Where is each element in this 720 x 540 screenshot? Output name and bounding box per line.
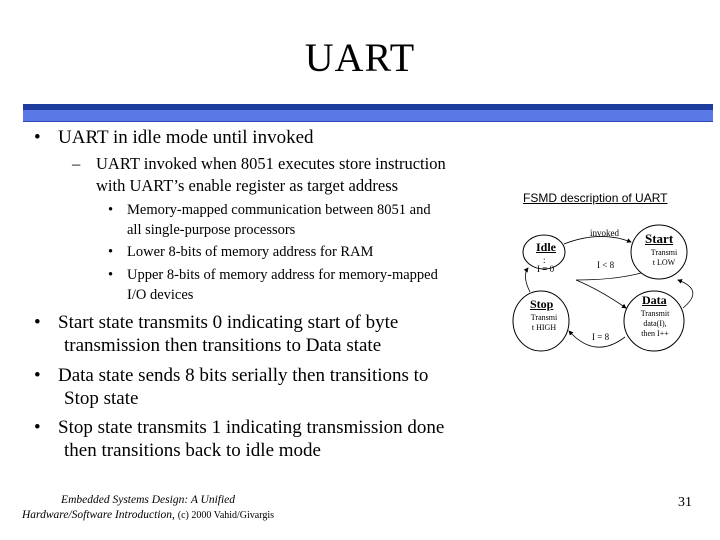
bullet-text: UART in idle mode until invoked (58, 127, 314, 148)
bullet-marker: • (34, 365, 41, 386)
transition-label-i-lt8: I < 8 (597, 260, 615, 270)
state-data-action-line: then I++ (641, 329, 669, 338)
subsub-bullet-upper-bits-cont: I/O devices (127, 287, 194, 303)
transition-data-loop (678, 280, 693, 308)
bullet-idle (34, 126, 314, 149)
bullet-start-state-cont: transmission then transitions to Data state (64, 335, 382, 356)
transition-start-init (576, 273, 641, 280)
state-data-action (633, 309, 677, 339)
bullet-data-state-cont: Stop state (64, 388, 139, 409)
footer-book-line: Embedded Systems Design: A Unified (61, 494, 236, 506)
subsub-line: Lower 8-bits of memory address for RAM (127, 244, 374, 260)
page-number: 31 (678, 495, 692, 510)
state-stop-action-line: t HIGH (531, 323, 557, 332)
transition-init-data (576, 280, 626, 308)
bullet-text: Start state transmits 0 indicating start of byte (58, 312, 399, 333)
transition-stop-idle (525, 268, 530, 292)
state-stop-label: Stop (530, 297, 554, 311)
state-stop-action (524, 313, 564, 333)
footer-copyright: (c) 2000 Vahid/Givargis (177, 510, 275, 521)
bullet-data-state (34, 364, 428, 387)
bullet-stop-state (34, 416, 444, 439)
title-rule-bar (23, 110, 713, 122)
state-idle-dot: : (543, 255, 546, 265)
bullet-text: Data state sends 8 bits serially then transitions to (58, 365, 429, 386)
subsub-bullet-upper-bits (108, 265, 438, 286)
sub-bullet-line: UART invoked when 8051 executes store instruction (96, 154, 446, 173)
diagram-title: FSMD description of UART (523, 191, 668, 205)
state-start-label: Start (645, 231, 674, 246)
bullet-text: Stop state transmits 1 indicating transmission done (58, 417, 445, 438)
subsub-line: Memory-mapped communication between 8051 and (127, 202, 431, 218)
bullet-marker: • (108, 244, 114, 260)
footer-book-text: Hardware/Software Introduction, (22, 509, 175, 521)
footer-book-credit (22, 493, 274, 523)
bullet-marker: • (108, 202, 114, 218)
footer-book-line-2 (22, 508, 274, 523)
bullet-start-state (34, 311, 398, 334)
subsub-bullet-memory-mapped-cont: all single-purpose processors (127, 222, 296, 238)
subsub-bullet-lower-bits (108, 242, 373, 263)
state-data-label: Data (642, 293, 667, 307)
bullet-marker: • (108, 267, 114, 283)
transition-label-i-eq8: I = 8 (592, 332, 610, 342)
bullet-marker: • (34, 417, 41, 438)
bullet-marker: • (34, 312, 41, 333)
subsub-bullet-memory-mapped (108, 200, 431, 221)
state-idle-label: Idle (536, 240, 557, 254)
dash-marker: – (72, 154, 81, 173)
sub-bullet-invoked-cont: with UART’s enable register as target address (96, 176, 399, 195)
transition-label-invoked: invoked (590, 228, 619, 238)
sub-bullet-invoked (72, 154, 446, 174)
state-start-action-line: Transmi (650, 248, 678, 257)
page-title: UART (304, 35, 416, 80)
state-data-action-line: data(I), (643, 319, 667, 328)
state-data-action-line: Transmit (640, 309, 670, 318)
bullet-marker: • (34, 127, 41, 148)
state-start-action-line: t LOW (652, 258, 676, 267)
state-stop-action-line: Transmi (530, 313, 558, 322)
subsub-line: Upper 8-bits of memory address for memory-mapped (127, 267, 438, 283)
transition-label-i-init: I = 0 (537, 264, 555, 274)
state-start-action (645, 248, 683, 268)
bullet-stop-state-cont: then transitions back to idle mode (64, 440, 321, 461)
